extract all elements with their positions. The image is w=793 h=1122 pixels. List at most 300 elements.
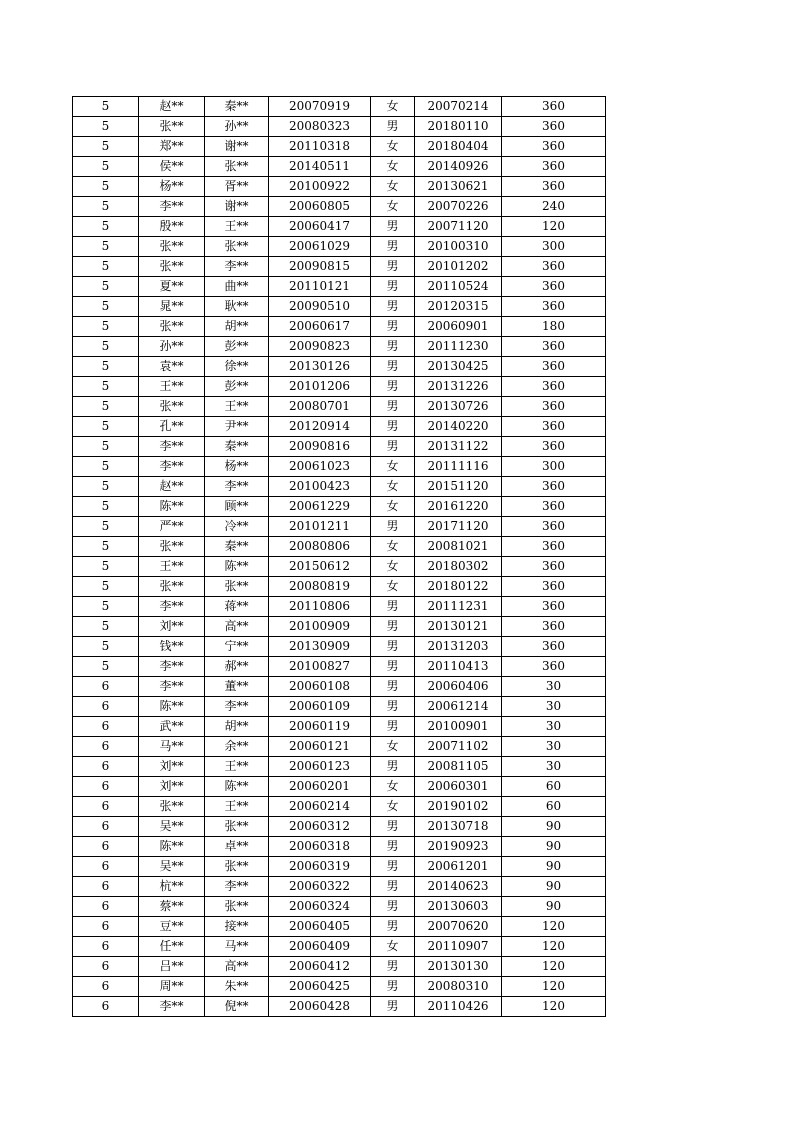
name-b-cell: 王** <box>205 757 269 777</box>
date-b-cell: 20161220 <box>415 497 502 517</box>
gender-cell: 女 <box>371 477 415 497</box>
name-a-cell: 张** <box>139 117 205 137</box>
name-a-cell: 张** <box>139 257 205 277</box>
gender-cell: 女 <box>371 157 415 177</box>
gender-cell: 男 <box>371 697 415 717</box>
gender-cell: 男 <box>371 617 415 637</box>
table-row <box>73 237 606 257</box>
name-b-cell: 张** <box>205 577 269 597</box>
name-a-cell: 侯** <box>139 157 205 177</box>
date-a-cell: 20060322 <box>269 877 371 897</box>
value-cell: 360 <box>502 97 606 117</box>
name-a-cell: 郑** <box>139 137 205 157</box>
date-b-cell: 20071120 <box>415 217 502 237</box>
gender-cell: 男 <box>371 977 415 997</box>
date-b-cell: 20130621 <box>415 177 502 197</box>
date-a-cell: 20130909 <box>269 637 371 657</box>
name-a-cell: 陈** <box>139 697 205 717</box>
gender-cell: 男 <box>371 837 415 857</box>
name-a-cell: 吴** <box>139 817 205 837</box>
group-cell: 5 <box>73 597 139 617</box>
data-table <box>72 96 606 1017</box>
group-cell: 5 <box>73 197 139 217</box>
name-a-cell: 袁** <box>139 357 205 377</box>
table-row <box>73 457 606 477</box>
name-a-cell: 张** <box>139 797 205 817</box>
value-cell: 360 <box>502 297 606 317</box>
name-a-cell: 李** <box>139 997 205 1017</box>
table-row <box>73 217 606 237</box>
name-b-cell: 张** <box>205 897 269 917</box>
date-a-cell: 20060214 <box>269 797 371 817</box>
date-b-cell: 20060301 <box>415 777 502 797</box>
name-a-cell: 殷** <box>139 217 205 237</box>
table-row <box>73 617 606 637</box>
name-b-cell: 陈** <box>205 777 269 797</box>
date-a-cell: 20060805 <box>269 197 371 217</box>
name-a-cell: 王** <box>139 377 205 397</box>
date-b-cell: 20081021 <box>415 537 502 557</box>
group-cell: 5 <box>73 317 139 337</box>
table-row <box>73 477 606 497</box>
gender-cell: 男 <box>371 297 415 317</box>
date-a-cell: 20060201 <box>269 777 371 797</box>
value-cell: 360 <box>502 497 606 517</box>
value-cell: 360 <box>502 257 606 277</box>
gender-cell: 男 <box>371 677 415 697</box>
table-row <box>73 837 606 857</box>
table-body <box>73 97 606 1017</box>
table-row <box>73 857 606 877</box>
name-b-cell: 高** <box>205 957 269 977</box>
table-row <box>73 417 606 437</box>
group-cell: 6 <box>73 777 139 797</box>
name-a-cell: 夏** <box>139 277 205 297</box>
group-cell: 5 <box>73 397 139 417</box>
date-a-cell: 20060617 <box>269 317 371 337</box>
group-cell: 5 <box>73 557 139 577</box>
value-cell: 60 <box>502 777 606 797</box>
date-b-cell: 20061201 <box>415 857 502 877</box>
table-row <box>73 637 606 657</box>
name-a-cell: 吴** <box>139 857 205 877</box>
value-cell: 360 <box>502 657 606 677</box>
gender-cell: 女 <box>371 937 415 957</box>
table-row <box>73 117 606 137</box>
name-b-cell: 徐** <box>205 357 269 377</box>
group-cell: 5 <box>73 437 139 457</box>
gender-cell: 男 <box>371 897 415 917</box>
name-b-cell: 张** <box>205 237 269 257</box>
name-b-cell: 陈** <box>205 557 269 577</box>
group-cell: 5 <box>73 517 139 537</box>
table-row <box>73 877 606 897</box>
name-a-cell: 李** <box>139 437 205 457</box>
date-a-cell: 20090510 <box>269 297 371 317</box>
name-a-cell: 张** <box>139 397 205 417</box>
table-row <box>73 997 606 1017</box>
name-b-cell: 胡** <box>205 717 269 737</box>
group-cell: 6 <box>73 797 139 817</box>
date-a-cell: 20100827 <box>269 657 371 677</box>
name-b-cell: 秦** <box>205 537 269 557</box>
group-cell: 6 <box>73 977 139 997</box>
name-a-cell: 张** <box>139 237 205 257</box>
gender-cell: 女 <box>371 197 415 217</box>
group-cell: 6 <box>73 917 139 937</box>
date-b-cell: 20110524 <box>415 277 502 297</box>
value-cell: 360 <box>502 337 606 357</box>
name-b-cell: 朱** <box>205 977 269 997</box>
name-b-cell: 谢** <box>205 137 269 157</box>
gender-cell: 女 <box>371 97 415 117</box>
name-a-cell: 豆** <box>139 917 205 937</box>
date-b-cell: 20130603 <box>415 897 502 917</box>
date-a-cell: 20101206 <box>269 377 371 397</box>
table-row <box>73 297 606 317</box>
date-a-cell: 20090823 <box>269 337 371 357</box>
group-cell: 6 <box>73 737 139 757</box>
name-b-cell: 谢** <box>205 197 269 217</box>
date-a-cell: 20060109 <box>269 697 371 717</box>
value-cell: 360 <box>502 537 606 557</box>
gender-cell: 男 <box>371 357 415 377</box>
table-row <box>73 277 606 297</box>
table-row <box>73 717 606 737</box>
table-row <box>73 437 606 457</box>
table-row <box>73 97 606 117</box>
group-cell: 6 <box>73 837 139 857</box>
group-cell: 5 <box>73 537 139 557</box>
name-a-cell: 吕** <box>139 957 205 977</box>
date-b-cell: 20060901 <box>415 317 502 337</box>
date-b-cell: 20130726 <box>415 397 502 417</box>
date-a-cell: 20101211 <box>269 517 371 537</box>
name-a-cell: 王** <box>139 557 205 577</box>
date-a-cell: 20060318 <box>269 837 371 857</box>
value-cell: 360 <box>502 437 606 457</box>
name-b-cell: 顾** <box>205 497 269 517</box>
date-b-cell: 20100901 <box>415 717 502 737</box>
name-a-cell: 赵** <box>139 97 205 117</box>
name-a-cell: 杭** <box>139 877 205 897</box>
date-b-cell: 20110426 <box>415 997 502 1017</box>
value-cell: 360 <box>502 477 606 497</box>
value-cell: 30 <box>502 697 606 717</box>
name-a-cell: 张** <box>139 537 205 557</box>
date-b-cell: 20130130 <box>415 957 502 977</box>
table-row <box>73 137 606 157</box>
date-a-cell: 20060324 <box>269 897 371 917</box>
date-b-cell: 20130121 <box>415 617 502 637</box>
value-cell: 120 <box>502 977 606 997</box>
date-a-cell: 20100909 <box>269 617 371 637</box>
name-a-cell: 武** <box>139 717 205 737</box>
value-cell: 30 <box>502 737 606 757</box>
name-b-cell: 卓** <box>205 837 269 857</box>
date-b-cell: 20120315 <box>415 297 502 317</box>
date-a-cell: 20060409 <box>269 937 371 957</box>
name-b-cell: 王** <box>205 217 269 237</box>
name-a-cell: 张** <box>139 577 205 597</box>
name-a-cell: 孔** <box>139 417 205 437</box>
group-cell: 5 <box>73 277 139 297</box>
name-b-cell: 张** <box>205 857 269 877</box>
date-b-cell: 20131203 <box>415 637 502 657</box>
name-a-cell: 任** <box>139 937 205 957</box>
value-cell: 30 <box>502 757 606 777</box>
gender-cell: 男 <box>371 717 415 737</box>
date-a-cell: 20130126 <box>269 357 371 377</box>
table-row <box>73 317 606 337</box>
date-b-cell: 20070214 <box>415 97 502 117</box>
gender-cell: 男 <box>371 817 415 837</box>
gender-cell: 男 <box>371 917 415 937</box>
group-cell: 6 <box>73 937 139 957</box>
gender-cell: 女 <box>371 777 415 797</box>
table-row <box>73 497 606 517</box>
table-row <box>73 357 606 377</box>
date-a-cell: 20150612 <box>269 557 371 577</box>
value-cell: 360 <box>502 277 606 297</box>
date-a-cell: 20100922 <box>269 177 371 197</box>
value-cell: 180 <box>502 317 606 337</box>
name-b-cell: 王** <box>205 397 269 417</box>
date-b-cell: 20140220 <box>415 417 502 437</box>
name-b-cell: 张** <box>205 157 269 177</box>
gender-cell: 男 <box>371 517 415 537</box>
name-a-cell: 李** <box>139 597 205 617</box>
gender-cell: 男 <box>371 637 415 657</box>
table-row <box>73 177 606 197</box>
date-a-cell: 20080806 <box>269 537 371 557</box>
group-cell: 6 <box>73 857 139 877</box>
group-cell: 5 <box>73 97 139 117</box>
group-cell: 5 <box>73 637 139 657</box>
gender-cell: 男 <box>371 257 415 277</box>
table-row <box>73 677 606 697</box>
value-cell: 360 <box>502 177 606 197</box>
name-b-cell: 董** <box>205 677 269 697</box>
name-a-cell: 钱** <box>139 637 205 657</box>
table-row <box>73 157 606 177</box>
name-b-cell: 尹** <box>205 417 269 437</box>
gender-cell: 女 <box>371 557 415 577</box>
date-b-cell: 20151120 <box>415 477 502 497</box>
date-b-cell: 20061214 <box>415 697 502 717</box>
date-b-cell: 20111116 <box>415 457 502 477</box>
name-b-cell: 彭** <box>205 337 269 357</box>
name-a-cell: 刘** <box>139 777 205 797</box>
date-b-cell: 20060406 <box>415 677 502 697</box>
name-b-cell: 耿** <box>205 297 269 317</box>
group-cell: 6 <box>73 897 139 917</box>
date-b-cell: 20110413 <box>415 657 502 677</box>
value-cell: 360 <box>502 617 606 637</box>
table-row <box>73 377 606 397</box>
value-cell: 60 <box>502 797 606 817</box>
group-cell: 5 <box>73 577 139 597</box>
value-cell: 300 <box>502 457 606 477</box>
date-b-cell: 20171120 <box>415 517 502 537</box>
value-cell: 30 <box>502 717 606 737</box>
group-cell: 5 <box>73 417 139 437</box>
name-b-cell: 李** <box>205 877 269 897</box>
group-cell: 6 <box>73 677 139 697</box>
group-cell: 6 <box>73 757 139 777</box>
name-a-cell: 刘** <box>139 617 205 637</box>
table-row <box>73 757 606 777</box>
gender-cell: 男 <box>371 417 415 437</box>
name-b-cell: 孙** <box>205 117 269 137</box>
date-a-cell: 20060312 <box>269 817 371 837</box>
value-cell: 360 <box>502 637 606 657</box>
group-cell: 6 <box>73 697 139 717</box>
name-b-cell: 秦** <box>205 97 269 117</box>
value-cell: 360 <box>502 357 606 377</box>
date-a-cell: 20140511 <box>269 157 371 177</box>
name-b-cell: 宁** <box>205 637 269 657</box>
group-cell: 5 <box>73 297 139 317</box>
name-a-cell: 李** <box>139 657 205 677</box>
value-cell: 360 <box>502 417 606 437</box>
date-a-cell: 20080701 <box>269 397 371 417</box>
date-b-cell: 20131226 <box>415 377 502 397</box>
gender-cell: 男 <box>371 277 415 297</box>
date-a-cell: 20061229 <box>269 497 371 517</box>
table-row <box>73 577 606 597</box>
gender-cell: 男 <box>371 117 415 137</box>
table-row <box>73 337 606 357</box>
date-a-cell: 20060425 <box>269 977 371 997</box>
date-a-cell: 20060121 <box>269 737 371 757</box>
date-a-cell: 20060319 <box>269 857 371 877</box>
date-b-cell: 20180302 <box>415 557 502 577</box>
date-b-cell: 20130718 <box>415 817 502 837</box>
date-b-cell: 20180404 <box>415 137 502 157</box>
date-b-cell: 20070620 <box>415 917 502 937</box>
name-b-cell: 秦** <box>205 437 269 457</box>
group-cell: 5 <box>73 257 139 277</box>
date-b-cell: 20080310 <box>415 977 502 997</box>
group-cell: 5 <box>73 177 139 197</box>
value-cell: 360 <box>502 557 606 577</box>
date-a-cell: 20110318 <box>269 137 371 157</box>
date-b-cell: 20111231 <box>415 597 502 617</box>
name-b-cell: 王** <box>205 797 269 817</box>
table-row <box>73 557 606 577</box>
gender-cell: 女 <box>371 797 415 817</box>
value-cell: 360 <box>502 597 606 617</box>
value-cell: 360 <box>502 577 606 597</box>
value-cell: 360 <box>502 137 606 157</box>
name-a-cell: 赵** <box>139 477 205 497</box>
group-cell: 5 <box>73 617 139 637</box>
table-row <box>73 657 606 677</box>
value-cell: 90 <box>502 837 606 857</box>
name-b-cell: 郝** <box>205 657 269 677</box>
table-row <box>73 937 606 957</box>
gender-cell: 男 <box>371 597 415 617</box>
name-b-cell: 倪** <box>205 997 269 1017</box>
group-cell: 6 <box>73 817 139 837</box>
name-b-cell: 接** <box>205 917 269 937</box>
value-cell: 120 <box>502 937 606 957</box>
group-cell: 5 <box>73 237 139 257</box>
name-b-cell: 高** <box>205 617 269 637</box>
table-row <box>73 697 606 717</box>
name-b-cell: 曲** <box>205 277 269 297</box>
group-cell: 5 <box>73 117 139 137</box>
name-a-cell: 陈** <box>139 837 205 857</box>
date-b-cell: 20180110 <box>415 117 502 137</box>
date-b-cell: 20100310 <box>415 237 502 257</box>
name-a-cell: 蔡** <box>139 897 205 917</box>
table-row <box>73 817 606 837</box>
name-a-cell: 孙** <box>139 337 205 357</box>
date-b-cell: 20140623 <box>415 877 502 897</box>
date-b-cell: 20111230 <box>415 337 502 357</box>
value-cell: 120 <box>502 997 606 1017</box>
date-b-cell: 20110907 <box>415 937 502 957</box>
value-cell: 360 <box>502 517 606 537</box>
date-a-cell: 20060405 <box>269 917 371 937</box>
date-a-cell: 20090815 <box>269 257 371 277</box>
gender-cell: 女 <box>371 737 415 757</box>
date-a-cell: 20060412 <box>269 957 371 977</box>
date-a-cell: 20060119 <box>269 717 371 737</box>
group-cell: 5 <box>73 497 139 517</box>
group-cell: 5 <box>73 137 139 157</box>
value-cell: 90 <box>502 817 606 837</box>
table-row <box>73 917 606 937</box>
date-a-cell: 20100423 <box>269 477 371 497</box>
date-a-cell: 20080819 <box>269 577 371 597</box>
value-cell: 360 <box>502 117 606 137</box>
name-a-cell: 李** <box>139 457 205 477</box>
value-cell: 90 <box>502 897 606 917</box>
gender-cell: 男 <box>371 337 415 357</box>
date-b-cell: 20180122 <box>415 577 502 597</box>
date-a-cell: 20061023 <box>269 457 371 477</box>
group-cell: 5 <box>73 457 139 477</box>
name-b-cell: 胡** <box>205 317 269 337</box>
table-row <box>73 797 606 817</box>
date-b-cell: 20131122 <box>415 437 502 457</box>
name-b-cell: 李** <box>205 477 269 497</box>
group-cell: 5 <box>73 217 139 237</box>
gender-cell: 男 <box>371 657 415 677</box>
date-b-cell: 20140926 <box>415 157 502 177</box>
gender-cell: 男 <box>371 997 415 1017</box>
value-cell: 360 <box>502 157 606 177</box>
date-a-cell: 20060428 <box>269 997 371 1017</box>
name-a-cell: 陈** <box>139 497 205 517</box>
value-cell: 360 <box>502 397 606 417</box>
value-cell: 120 <box>502 957 606 977</box>
gender-cell: 女 <box>371 177 415 197</box>
date-a-cell: 20060108 <box>269 677 371 697</box>
date-b-cell: 20081105 <box>415 757 502 777</box>
table-row <box>73 957 606 977</box>
gender-cell: 男 <box>371 217 415 237</box>
table-row <box>73 257 606 277</box>
gender-cell: 女 <box>371 457 415 477</box>
name-a-cell: 张** <box>139 317 205 337</box>
date-a-cell: 20060417 <box>269 217 371 237</box>
gender-cell: 男 <box>371 957 415 977</box>
gender-cell: 男 <box>371 317 415 337</box>
